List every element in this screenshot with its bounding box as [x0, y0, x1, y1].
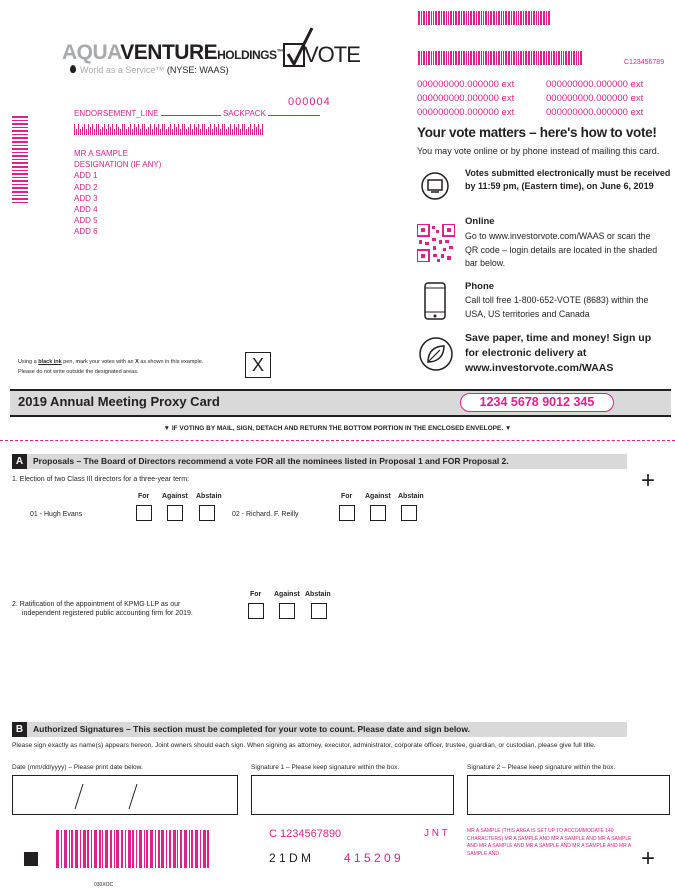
phone-title: Phone: [465, 281, 495, 292]
vote-logo: [282, 26, 360, 74]
col-for: For: [138, 493, 150, 500]
perforation-line: [0, 440, 675, 441]
address-line: ADD 5: [74, 216, 98, 226]
nominee-2-for-checkbox[interactable]: [339, 505, 355, 521]
control-number: 000000000.000000 ext: [417, 79, 515, 90]
footer-account: C 1234567890: [269, 828, 342, 840]
save-paper-text: Save paper, time and money! Sign up for electronic delivery at www.investorvote.com/WAAS: [465, 332, 652, 374]
address-line: ADD 6: [74, 227, 98, 237]
proposal-2-against-checkbox[interactable]: [279, 603, 295, 619]
section-b-title: Authorized Signatures – This section must be completed for your vote to count. Please date and sign below.: [33, 724, 471, 734]
col-for: For: [341, 493, 353, 500]
logo-tagline: World as a Service™: [80, 65, 165, 75]
logo-ticker: (NYSE: WAAS): [166, 65, 229, 75]
ink-mid: pen, mark your votes with an: [61, 359, 136, 365]
endorsement-underline: [161, 115, 221, 116]
footer-jnt: J N T: [424, 828, 448, 839]
deadline-text: Votes submitted electronically must be received by 11:59 pm, (Eastern time), on June 6, 2019: [465, 168, 671, 191]
proposal-2-abstain-checkbox[interactable]: [311, 603, 327, 619]
phone-icon: [424, 282, 446, 320]
phone-text: Call toll free 1-800-652-VOTE (8683) within the USA, US territories and Canada: [465, 295, 649, 319]
ink-instruction-line2: Please do not write outside the designated areas.: [18, 369, 139, 375]
example-mark: X: [251, 354, 264, 375]
sackpack-label: SACKPACK: [222, 109, 266, 118]
footer-plus: +: [641, 845, 656, 872]
nominee-1-for-checkbox[interactable]: [136, 505, 152, 521]
nominee-1-abstain-checkbox[interactable]: [199, 505, 215, 521]
proposal-2-line1: 2. Ratification of the appointment of KPMG LLP as our: [12, 601, 181, 608]
side-barcode: [12, 116, 28, 236]
footer-sample-text: MR A SAMPLE (THIS AREA IS SET UP TO ACCOMMODATE 140 CHARACTERS) MR A SAMPLE AND MR A SAMPLE AND MR A SAMPLE AND MR A SAMPLE AND MR A SAMPLE AND MR A SAMPLE AND MR A SAMPLE AND: [467, 828, 632, 857]
ink-instruction-line1: [18, 357, 203, 367]
proxy-card-title: 2019 Annual Meeting Proxy Card: [18, 394, 220, 409]
control-number: 000000000.000000 ext: [546, 93, 644, 104]
sequence-number: 000004: [288, 96, 331, 108]
date-input[interactable]: [12, 775, 238, 815]
computer-icon: [418, 172, 452, 200]
address-line: ADD 4: [74, 205, 98, 215]
section-b-header: [12, 722, 627, 737]
signature-instructions: Please sign exactly as name(s) appears hereon. Joint owners should each sign. When signing as attorney, executor, administrator, corporate officer, trustee, guardian, or custodian, please give full title.: [12, 742, 596, 749]
logo-brand-bold: VENTURE: [120, 41, 218, 64]
vote-matters-title: Your vote matters – here's how to vote!: [417, 125, 657, 140]
control-number: 000000000.000000 ext: [546, 107, 644, 118]
col-against: Against: [365, 493, 391, 500]
bottom-barcode: [56, 830, 261, 868]
mailing-address: [74, 148, 161, 238]
address-line: ADD 1: [74, 171, 98, 181]
example-mark-box: [245, 352, 271, 378]
water-drop-icon: [70, 65, 76, 73]
col-for: For: [250, 591, 262, 598]
control-number: 000000000.000000 ext: [417, 93, 515, 104]
ink-x: X: [135, 359, 139, 365]
col-abstain: Abstain: [305, 591, 331, 598]
section-b-letter: B: [12, 722, 27, 737]
control-number: 000000000.000000 ext: [417, 107, 515, 118]
account-id: C123456789: [624, 59, 665, 66]
col-against: Against: [274, 591, 300, 598]
endorsement-line: [74, 109, 320, 118]
top-barcode-2: [418, 51, 618, 65]
col-abstain: Abstain: [398, 493, 424, 500]
company-logo: [62, 42, 284, 78]
address-line: ADD 3: [74, 193, 98, 203]
nominee-2: 02 - Richard. F. Reilly: [232, 511, 299, 518]
address-line: ADD 2: [74, 182, 98, 192]
registration-square: [24, 852, 38, 866]
online-text: Go to www.investorvote.com/WAAS or scan the QR code – login details are located in the shaded bar below.: [465, 231, 658, 268]
address-line: MR A SAMPLE: [74, 149, 128, 158]
detach-note: ▼ IF VOTING BY MAIL, SIGN, DETACH AND RETURN THE BOTTOM PORTION IN THE ENCLOSED ENVELOPE. ▼: [163, 425, 512, 432]
vote-matters-subtitle: You may vote online or by phone instead of mailing this card.: [417, 146, 660, 156]
logo-brand-light: AQUA: [62, 41, 121, 64]
footer-code-2: 4 1 5 2 0 9: [344, 851, 401, 865]
signature-2-input[interactable]: [467, 775, 670, 815]
ink-pre: Using a: [18, 359, 39, 365]
footer-code-1: 2 1 D M: [269, 851, 312, 865]
ink-instruction: [18, 357, 203, 377]
form-code: 030XOC: [94, 882, 114, 888]
nominee-1: 01 - Hugh Evans: [30, 511, 83, 518]
qr-code-icon: [417, 224, 455, 262]
top-barcode-1: [418, 11, 578, 25]
sackpack-underline: [268, 115, 320, 116]
nominee-2-abstain-checkbox[interactable]: [401, 505, 417, 521]
signature-1-input[interactable]: [251, 775, 454, 815]
sig1-label: Signature 1 – Please keep signature within the box.: [251, 764, 400, 771]
section-a-letter: A: [12, 454, 27, 469]
logo-tm: ™: [276, 49, 283, 56]
ink-bold: black ink: [38, 359, 62, 365]
logo-brand-suffix: HOLDINGS: [217, 48, 277, 62]
proposal-2-line2: independent registered public accounting firm for 2019.: [22, 610, 193, 617]
vote-logo-text: VOTE: [304, 42, 360, 67]
online-title: Online: [465, 216, 495, 227]
proxy-card-code: 1234 5678 9012 345: [460, 393, 614, 412]
proposal-1-label: 1. Election of two Class III directors for a three-year term:: [12, 476, 190, 483]
section-a-header: [12, 454, 627, 469]
proxy-card-bar: [10, 389, 671, 417]
nominee-1-against-checkbox[interactable]: [167, 505, 183, 521]
col-against: Against: [162, 493, 188, 500]
section-a-title: Proposals – The Board of Directors recommend a vote FOR all the nominees listed in Proposal 1 and FOR Proposal 2.: [33, 456, 509, 466]
nominee-2-against-checkbox[interactable]: [370, 505, 386, 521]
ink-post: as shown in this example.: [138, 359, 204, 365]
date-separator-slashes: [13, 776, 239, 816]
section-a-plus: +: [641, 467, 656, 494]
sig2-label: Signature 2 – Please keep signature within the box.: [467, 764, 616, 771]
control-number: 000000000.000000 ext: [546, 79, 644, 90]
date-label: Date (mm/dd/yyyy) – Please print date below.: [12, 764, 143, 771]
col-abstain: Abstain: [196, 493, 222, 500]
proposal-2-for-checkbox[interactable]: [248, 603, 264, 619]
leaf-icon: [418, 336, 454, 372]
address-barcode: [74, 124, 299, 135]
address-line: DESIGNATION (IF ANY): [74, 160, 162, 170]
endorsement-label: ENDORSEMENT_LINE: [74, 109, 159, 118]
